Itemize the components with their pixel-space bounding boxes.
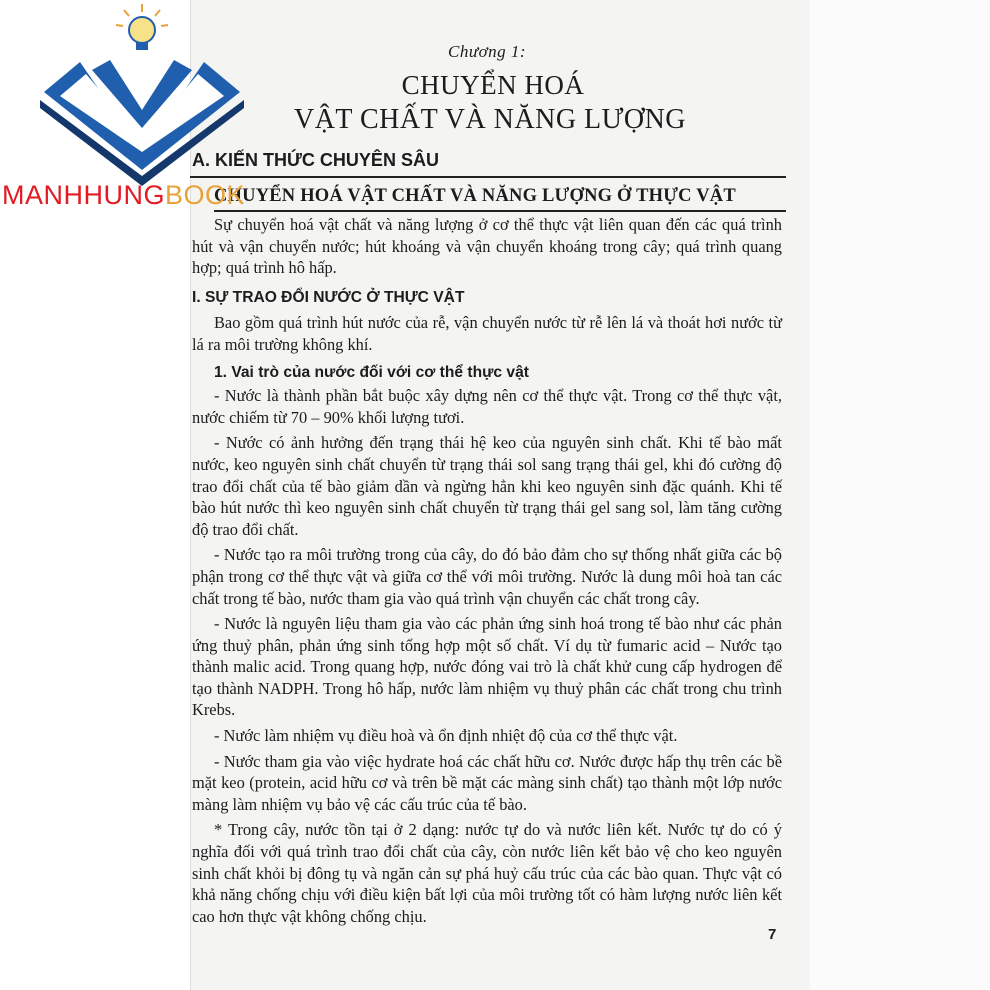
paragraph: - Nước là nguyên liệu tham gia vào các phản ứng sinh hoá trong tế bào như các phản ứng thuỷ phân, phản ứng sinh tổng hợp một số chất. Ví dụ từ fumaric acid – Nước tạo thành malic acid. Trong quang hợp, nước đóng vai trò là chất khử cung cấp hydrogen để tạo thành NADPH. Trong hô hấp, nước làm nhiệm vụ thuỷ phân các chất trong chu trình Krebs. (192, 614, 782, 720)
subheading: CHUYỂN HOÁ VẬT CHẤT VÀ NĂNG LƯỢNG Ở THỰC VẬT (214, 186, 736, 206)
chapter-title-line2: VẬT CHẤT VÀ NĂNG LƯỢNG (293, 104, 687, 135)
section-a-rule (190, 176, 786, 178)
book-lightbulb-icon (0, 0, 260, 190)
right-background (810, 0, 990, 990)
paragraph: - Nước có ảnh hưởng đến trạng thái hệ keo của nguyên sinh chất. Khi tế bào mất nước, keo nguyên sinh chất chuyển từ trạng thái sol sang trạng thái gel, khi đó cường độ trao đổi chất của tế bào giảm dần và ngừng hẳn khi keo nguyên sinh đặc quánh. Khi tế bào hút nước thì keo nguyên sinh chất chuyển từ trạng thái gel sang sol, làm tăng cường độ trao đổi chất. (192, 433, 782, 539)
page-number: 7 (768, 926, 777, 943)
brand-part1: MANHHUNG (2, 180, 165, 210)
paragraph: - Nước tham gia vào việc hydrate hoá các chất hữu cơ. Nước được hấp thụ trên các bề mặt keo (protein, acid hữu cơ và trên bề mặt các màng sinh chất) tạo thành một lớp nước màng làm nhiệm vụ bảo vệ các cấu trúc của tế bào. (192, 751, 782, 814)
section-1-heading: I. SỰ TRAO ĐỔI NƯỚC Ở THỰC VẬT (192, 288, 465, 306)
section-1-intro: Bao gồm quá trình hút nước của rễ, vận chuyển nước từ rễ lên lá và thoát hơi nước từ lá ra môi trường không khí. (192, 313, 782, 354)
watermark-brand (2, 180, 245, 211)
intro-paragraph: Sự chuyển hoá vật chất và năng lượng ở cơ thể thực vật liên quan đến các quá trình hút và vận chuyển nước; hút khoáng và vận chuyển khoáng trong cây; quá trình quang hợp; quá trình hô hấp. (192, 215, 782, 278)
chapter-title-line1: CHUYỂN HOÁ (401, 70, 585, 100)
paragraph: - Nước tạo ra môi trường trong của cây, do đó bảo đảm cho sự thống nhất giữa các bộ phận trong cơ thể thực vật và giữa cơ thể với môi trường. Nước là dung môi hoà tan các chất trong tế bào, nước tham gia vào quá trình vận chuyển các chất trong cây. (192, 545, 782, 608)
paragraph: - Nước làm nhiệm vụ điều hoà và ổn định nhiệt độ của cơ thể thực vật. (214, 726, 678, 746)
section-a-heading: A. KIẾN THỨC CHUYÊN SÂU (192, 150, 439, 170)
paragraph: * Trong cây, nước tồn tại ở 2 dạng: nước tự do và nước liên kết. Nước tự do có ý nghĩa đối với quá trình trao đổi chất của cây, còn nước liên kết bảo vệ cho keo nguyên sinh chất khỏi bị đông tụ và ngăn cản sự phá huỷ cấu trúc của các bào quan. Thực vật có khả năng chống chịu với điều kiện bất lợi của môi trường tốt có hàm lượng nước liên kết cao hơn thực vật không chống chịu. (192, 820, 782, 926)
brand-part2: BOOK (165, 180, 246, 210)
section-1-subheading: 1. Vai trò của nước đối với cơ thể thực vật (214, 363, 529, 381)
paragraph: - Nước là thành phần bắt buộc xây dựng nên cơ thể thực vật. Trong cơ thể thực vật, nước chiếm từ 70 – 90% khối lượng tươi. (192, 386, 782, 427)
subheading-rule (214, 210, 786, 212)
chapter-label: Chương 1: (448, 42, 527, 61)
page-body (192, 214, 782, 931)
watermark-logo (0, 0, 260, 225)
